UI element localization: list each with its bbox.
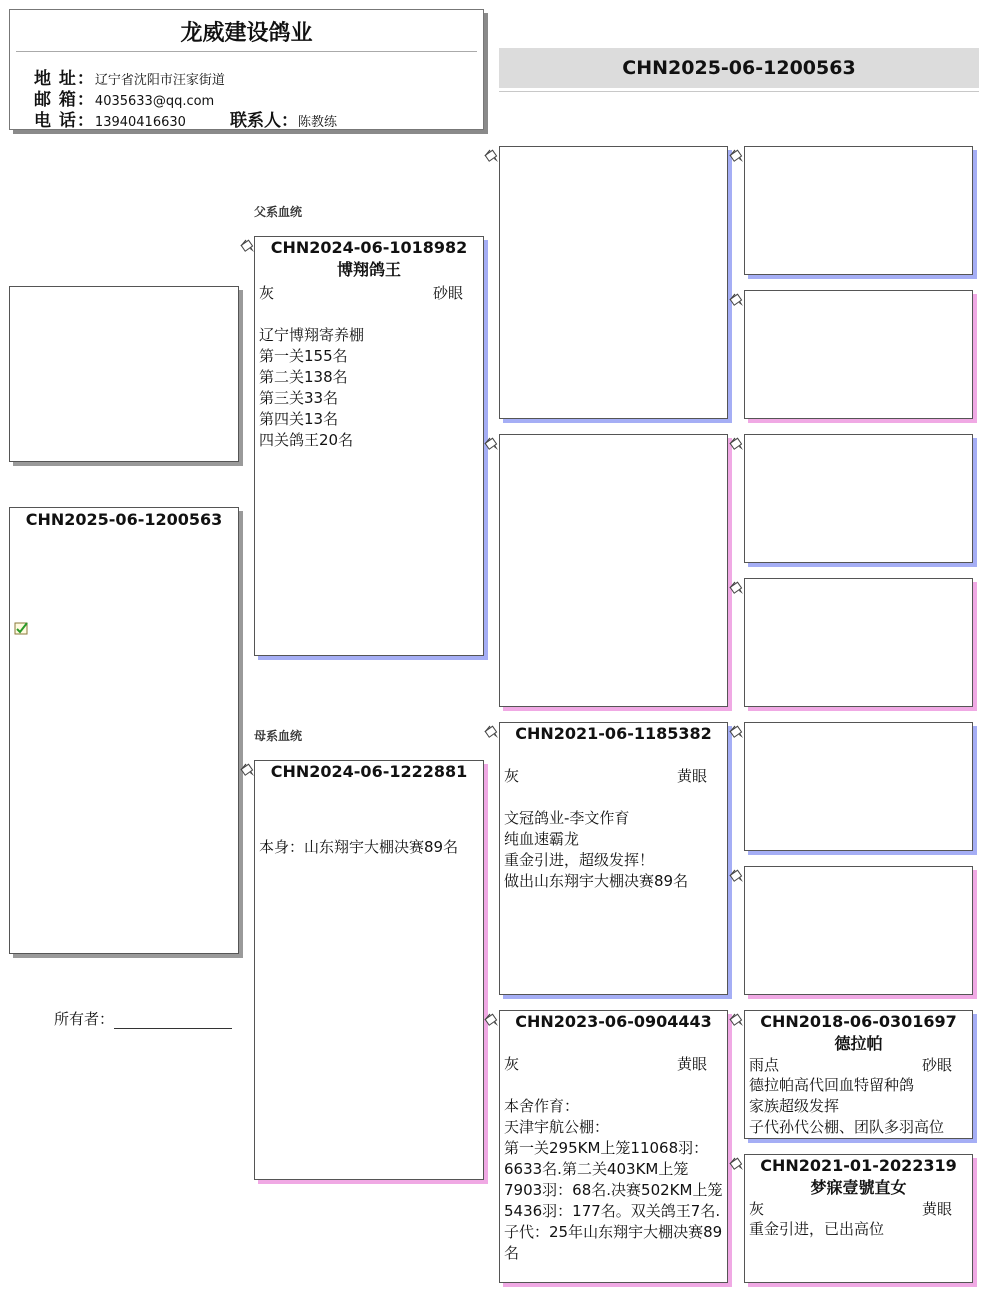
contact-value: 陈教练 — [298, 115, 338, 130]
dam-sire-note-line: 重金引进，超级发挥！ — [504, 851, 655, 869]
owner-label: 所有者： — [54, 1010, 115, 1028]
pedigree-title: CHN2025-06-1200563 — [499, 48, 979, 88]
sire-dam-box[interactable] — [499, 434, 728, 707]
edit-ggp1-icon[interactable] — [728, 147, 744, 163]
dam-dam-box[interactable] — [499, 1010, 728, 1283]
sire-box[interactable] — [254, 236, 484, 656]
ddd-sire-note-line: 家族超级发挥 — [749, 1097, 840, 1115]
edit-ggp3-icon[interactable] — [728, 435, 744, 451]
ggp-box-1[interactable] — [744, 146, 973, 275]
ddd-dam-note-line: 重金引进，已出高位 — [749, 1220, 885, 1238]
dam-dam-note-line: 本舍作育： — [504, 1097, 580, 1115]
sire-line-label: 父系血统 — [254, 205, 303, 219]
sire-note-line: 第三关33名 — [259, 389, 339, 407]
edit-sire-sire-icon[interactable] — [483, 147, 499, 163]
ddd-sire-note-line: 德拉帕高代回血特留种鸽 — [749, 1076, 915, 1094]
edit-ggp5-icon[interactable] — [728, 723, 744, 739]
note-check-icon[interactable] — [14, 620, 30, 636]
dam-sire-eye: 黄眼 — [676, 767, 707, 785]
ggp-box-8[interactable] — [744, 1154, 973, 1283]
sire-note-line: 第二关138名 — [259, 368, 348, 386]
phone-row — [34, 106, 337, 131]
ddd-sire-note-line: 子代孙代公棚、团队多羽高位 — [749, 1118, 945, 1136]
ggp-box-6[interactable] — [744, 866, 973, 995]
breeder-name: 龙威建设鸽业 — [180, 21, 313, 46]
dam-sire-note-line: 做出山东翔宇大棚决赛89名 — [504, 872, 689, 890]
ddd-sire-notes — [745, 1075, 972, 1138]
ddd-sire-ring: CHN2018-06-0301697 — [760, 1012, 957, 1031]
ddd-sire-color: 雨点 — [749, 1056, 780, 1074]
sire-ring: CHN2024-06-1018982 — [270, 238, 468, 257]
email-label: 邮 箱： — [34, 90, 95, 110]
edit-ggp8-icon[interactable] — [728, 1155, 744, 1171]
ddd-dam-ring: CHN2021-01-2022319 — [760, 1156, 957, 1175]
edit-ggp4-icon[interactable] — [728, 579, 744, 595]
sire-color: 灰 — [259, 284, 275, 302]
edit-dam-dam-icon[interactable] — [483, 1011, 499, 1027]
dam-sire-ring: CHN2021-06-1185382 — [515, 724, 712, 743]
dam-sire-color: 灰 — [504, 767, 520, 785]
dam-dam-note-line: 子代：25年山东翔宇大棚决赛89名 — [504, 1223, 723, 1262]
sire-traits — [255, 282, 483, 303]
ddd-dam-notes — [745, 1219, 972, 1240]
dam-sire-box[interactable] — [499, 722, 728, 995]
ggp-box-3[interactable] — [744, 434, 973, 563]
sire-note-line: 第四关13名 — [259, 410, 339, 428]
dam-sire-traits — [500, 765, 727, 786]
sire-notes — [255, 325, 483, 451]
breeder-header — [9, 9, 484, 130]
edit-ggp6-icon[interactable] — [728, 867, 744, 883]
sire-note-line: 第一关155名 — [259, 347, 348, 365]
dam-dam-notes — [500, 1096, 727, 1264]
dam-sire-note-line: 纯血速霸龙 — [504, 830, 580, 848]
phone-label: 电 话： — [34, 111, 95, 131]
dam-notes — [255, 837, 483, 858]
owner-row — [54, 1008, 232, 1029]
ddd-sire-eye: 砂眼 — [921, 1056, 952, 1074]
dam-dam-note-line: 天津宇航公棚： — [504, 1118, 610, 1136]
edit-ggp7-icon[interactable] — [728, 1011, 744, 1027]
address-label: 地 址： — [34, 69, 95, 89]
phone-value: 13940416630 — [94, 115, 186, 130]
ddd-dam-color: 灰 — [749, 1200, 765, 1218]
sire-note-line: 辽宁博翔寄养棚 — [259, 326, 365, 344]
edit-ggp2-icon[interactable] — [728, 291, 744, 307]
dam-dam-traits — [500, 1053, 727, 1074]
subject-ring: CHN2025-06-1200563 — [25, 510, 223, 529]
dam-dam-ring: CHN2023-06-0904443 — [515, 1012, 712, 1031]
contact-label: 联系人： — [230, 111, 299, 131]
edit-dam-sire-icon[interactable] — [483, 723, 499, 739]
pigeon-photo-box[interactable] — [9, 286, 239, 462]
ggp-box-7[interactable] — [744, 1010, 973, 1139]
edit-dam-icon[interactable] — [239, 761, 255, 777]
sire-eye: 砂眼 — [432, 284, 463, 302]
ggp-box-5[interactable] — [744, 722, 973, 851]
dam-dam-eye: 黄眼 — [676, 1055, 707, 1073]
header-divider — [16, 51, 477, 52]
sire-note-line: 四关鸽王20名 — [259, 431, 354, 449]
edit-sire-dam-icon[interactable] — [483, 435, 499, 451]
dam-note-line: 本身：山东翔宇大棚决赛89名 — [259, 838, 459, 856]
ddd-dam-traits — [745, 1198, 972, 1219]
dam-sire-note-line: 文冠鸽业-李文作育 — [504, 809, 630, 827]
sire-name: 博翔鸽王 — [336, 260, 401, 279]
sire-sire-box[interactable] — [499, 146, 728, 419]
ddd-sire-traits — [745, 1054, 972, 1075]
dam-sire-notes — [500, 808, 727, 892]
title-underline — [499, 91, 979, 92]
ddd-dam-eye: 黄眼 — [921, 1200, 952, 1218]
ggp-box-4[interactable] — [744, 578, 973, 707]
ddd-sire-name: 德拉帕 — [834, 1034, 883, 1053]
dam-line-label: 母系血统 — [254, 729, 303, 743]
email-value: 4035633@qq.com — [94, 94, 215, 109]
dam-dam-note-line: 第一关295KM上笼11068羽：6633名.第二关403KM上笼7903羽：68名.决赛502KM上笼5436羽：177名。双关鸽王7名. — [504, 1139, 723, 1220]
ddd-dam-name: 梦寐壹號直女 — [810, 1178, 907, 1197]
dam-ring: CHN2024-06-1222881 — [270, 762, 468, 781]
dam-dam-color: 灰 — [504, 1055, 520, 1073]
subject-box[interactable] — [9, 507, 239, 954]
edit-sire-icon[interactable] — [239, 237, 255, 253]
owner-blank[interactable] — [114, 1014, 232, 1029]
ggp-box-2[interactable] — [744, 290, 973, 419]
address-value: 辽宁省沈阳市汪家街道 — [94, 73, 225, 88]
dam-box[interactable] — [254, 760, 484, 1180]
